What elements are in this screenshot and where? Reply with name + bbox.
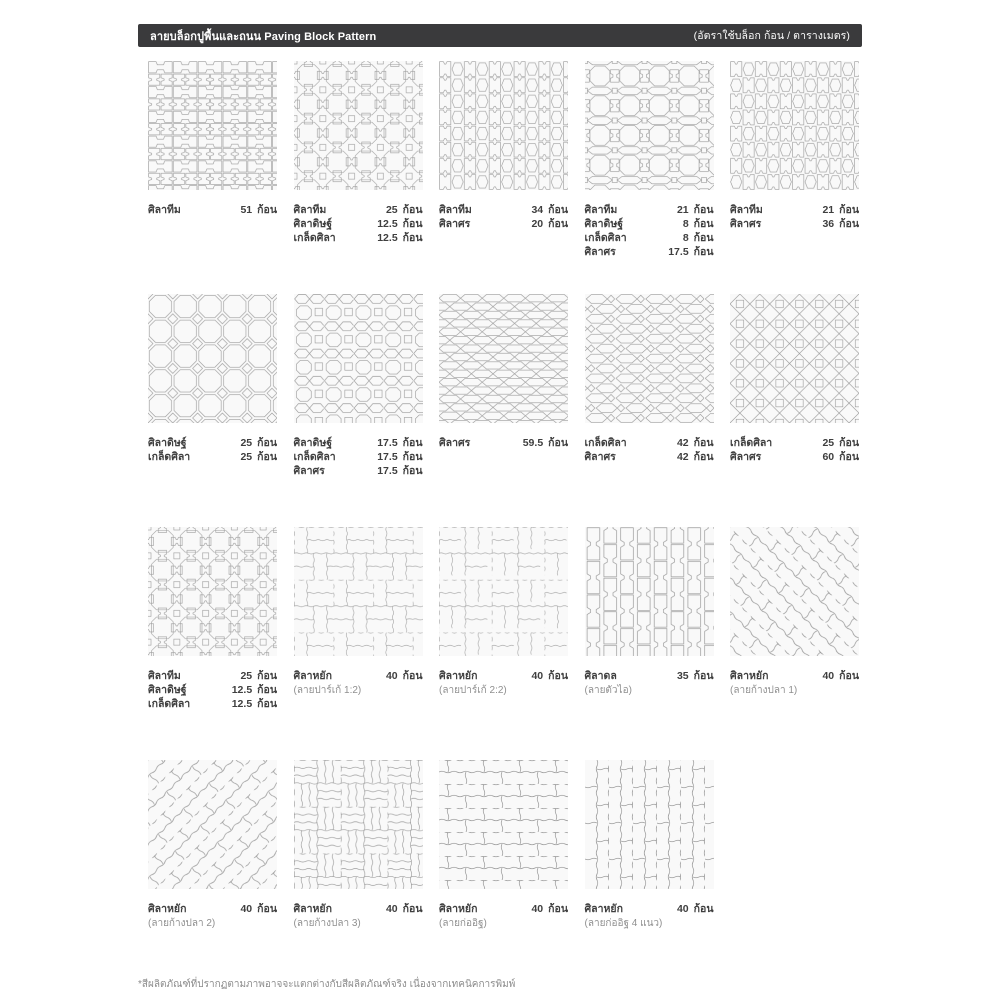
pattern-cell (585, 294, 714, 527)
block-quantity: 12.5 (377, 218, 398, 231)
pattern-swatch-herring-2 (148, 760, 277, 889)
label-row (439, 217, 568, 231)
quantity-unit: ก้อน (693, 451, 714, 464)
block-quantity: 17.5 (377, 465, 398, 478)
pattern-swatch-i-arrow-2 (730, 61, 859, 190)
quantity-unit: ก้อน (257, 903, 277, 915)
block-quantity: 40 (676, 903, 689, 915)
quantity-unit: ก้อน (693, 204, 714, 216)
block-name: ศิลาศร (730, 218, 762, 231)
pattern-swatch-octagon (148, 294, 277, 423)
pattern-grid (138, 61, 862, 993)
label-row (148, 436, 277, 450)
block-name: ศิลาศร (293, 465, 325, 478)
label-row (294, 450, 423, 464)
pattern-row (148, 760, 852, 993)
block-name: ศิลาหยัก (148, 903, 187, 915)
block-name: ศิลาดิษฐ์ (293, 437, 333, 449)
quantity-unit: ก้อน (402, 670, 423, 682)
quantity-unit: ก้อน (257, 670, 277, 682)
pattern-labels (585, 203, 714, 259)
block-name: ศิลาหยัก (439, 903, 478, 915)
block-quantity: 8 (682, 218, 689, 231)
block-name: ศิลาหยัก (293, 670, 332, 682)
block-quantity: 25 (240, 451, 253, 464)
quantity-unit: ก้อน (693, 232, 714, 245)
label-row (294, 902, 423, 916)
quantity-unit: ก้อน (839, 451, 859, 464)
pattern-labels (585, 902, 714, 930)
quantity-unit: ก้อน (548, 204, 568, 216)
block-name: ศิลาทีม (439, 204, 472, 216)
block-name: ศิลาดิษฐ์ (293, 218, 333, 231)
quantity-unit: ก้อน (257, 698, 277, 711)
label-row (730, 669, 859, 683)
pattern-note: (ลายก่ออิฐ 4 แนว) (584, 918, 663, 930)
block-name: ศิลาทีม (148, 670, 181, 682)
quantity-unit: ก้อน (548, 670, 568, 682)
label-row (585, 450, 714, 464)
pattern-swatch-sq-diamond (730, 294, 859, 423)
label-row (294, 436, 423, 450)
catalog-page (138, 24, 862, 993)
pattern-swatch-hex-diamond (585, 294, 714, 423)
pattern-note: (ลายก้างปลา 2) (148, 918, 216, 930)
label-row (294, 669, 423, 683)
pattern-labels (294, 669, 423, 697)
unit-note: (อัตราใช้บล็อก ก้อน / ตารางเมตร) (693, 30, 850, 42)
label-row (585, 669, 714, 683)
pattern-swatch-herring-1 (730, 527, 859, 656)
block-name: ศิลาดล (584, 670, 617, 682)
pattern-cell (585, 527, 714, 760)
block-name: เกล็ดศิลา (584, 437, 627, 449)
pattern-swatch-wavy-brick (439, 760, 568, 889)
pattern-swatch-basket-i (148, 61, 277, 190)
quantity-unit: ก้อน (839, 204, 859, 216)
block-quantity: 17.5 (377, 451, 398, 464)
block-quantity: 40 (385, 903, 398, 915)
quantity-unit: ก้อน (402, 465, 423, 478)
pattern-labels (730, 669, 859, 697)
label-row (585, 436, 714, 450)
label-row (148, 697, 277, 711)
block-quantity: 34 (531, 204, 544, 216)
pattern-note: (ลายก่ออิฐ) (439, 918, 487, 930)
quantity-unit: ก้อน (402, 903, 423, 915)
label-row (585, 217, 714, 231)
label-row (294, 464, 423, 478)
block-name: ศิลาศร (730, 451, 762, 464)
quantity-unit: ก้อน (693, 246, 714, 259)
block-name: เกล็ดศิลา (730, 437, 773, 449)
block-name: ศิลาทีม (730, 204, 763, 216)
pattern-cell (439, 527, 568, 760)
block-name: ศิลาทีม (293, 204, 327, 216)
block-quantity: 17.5 (668, 246, 689, 259)
pattern-labels (148, 203, 277, 217)
footnote: *สีผลิตภัณฑ์ที่ปรากฏตามภาพอาจจะแตกต่างกับสีผลิตภัณฑ์จริง เนื่องจากเทคนิคการพิมพ์ (138, 979, 516, 990)
block-quantity: 42 (676, 451, 689, 464)
pattern-cell (148, 527, 277, 760)
pattern-labels (294, 203, 423, 245)
quantity-unit: ก้อน (693, 903, 714, 915)
block-quantity: 25 (240, 437, 253, 449)
pattern-swatch-wavy-parquet22 (439, 527, 568, 656)
quantity-unit: ก้อน (693, 218, 714, 231)
pattern-labels (148, 436, 277, 464)
pattern-cell (148, 760, 277, 993)
block-quantity: 20 (531, 218, 544, 231)
block-name: เกล็ดศิลา (148, 698, 191, 711)
label-row (730, 436, 859, 450)
pattern-labels (148, 669, 277, 711)
quantity-unit: ก้อน (402, 232, 423, 245)
pattern-cell (439, 294, 568, 527)
pattern-row (148, 61, 859, 294)
pattern-note: (ลายปาร์เก้ 1:2) (293, 685, 362, 697)
label-row (439, 203, 568, 217)
pattern-labels (294, 902, 423, 930)
block-name: เกล็ดศิลา (148, 451, 191, 464)
block-name: ศิลาหยัก (439, 670, 478, 682)
pattern-swatch-basket-3 (294, 760, 423, 889)
pattern-swatch-wavy-brick-4 (585, 760, 714, 889)
quantity-unit: ก้อน (693, 670, 714, 682)
block-name: ศิลาดิษฐ์ (584, 218, 624, 231)
block-quantity: 21 (822, 204, 835, 216)
pattern-cell (294, 527, 423, 760)
quantity-unit: ก้อน (402, 437, 423, 449)
pattern-swatch-mix (585, 61, 714, 190)
block-name: ศิลาศร (584, 451, 616, 464)
pattern-labels (730, 436, 859, 464)
block-quantity: 40 (531, 903, 544, 915)
block-name: ศิลาหยัก (730, 670, 769, 682)
block-name: เกล็ดศิลา (293, 232, 336, 245)
label-row (730, 450, 859, 464)
pattern-swatch-oct-sq-i (294, 61, 423, 190)
block-name: เกล็ดศิลา (293, 451, 336, 464)
pattern-labels (439, 902, 568, 930)
block-quantity: 25 (385, 204, 398, 216)
block-quantity: 25 (240, 670, 253, 682)
label-row (148, 902, 277, 916)
pattern-labels (585, 436, 714, 464)
label-row (439, 669, 568, 683)
pattern-cell (439, 760, 568, 993)
label-row (148, 450, 277, 464)
block-quantity: 35 (676, 670, 689, 682)
pattern-cell (294, 760, 423, 993)
pattern-swatch-i-arrow (439, 61, 568, 190)
label-row (294, 231, 423, 245)
quantity-unit: ก้อน (839, 670, 859, 682)
pattern-cell (585, 61, 714, 294)
pattern-labels (730, 203, 859, 231)
block-quantity: 12.5 (377, 232, 398, 245)
pattern-swatch-flat-hex (439, 294, 568, 423)
pattern-cell (730, 61, 859, 294)
pattern-note: (ลายปาร์เก้ 2:2) (439, 685, 507, 697)
pattern-cell (730, 527, 859, 760)
block-quantity: 40 (385, 670, 398, 682)
label-row (148, 669, 277, 683)
pattern-swatch-wavy-parquet12 (294, 527, 423, 656)
pattern-labels (439, 203, 568, 231)
pattern-note: (ลายก้างปลา 1) (730, 685, 798, 697)
block-quantity: 60 (822, 451, 835, 464)
label-row (148, 683, 277, 697)
pattern-labels (439, 669, 568, 697)
block-name: ศิลาดิษฐ์ (148, 684, 187, 697)
block-name: ศิลาศร (439, 437, 471, 449)
block-quantity: 21 (676, 204, 689, 216)
pattern-cell (730, 294, 859, 527)
pattern-labels (148, 902, 277, 930)
block-name: ศิลาดิษฐ์ (148, 437, 187, 449)
label-row (585, 203, 714, 217)
block-quantity: 51 (240, 204, 253, 216)
pattern-labels (585, 669, 714, 697)
block-name: ศิลาหยัก (293, 903, 332, 915)
block-quantity: 12.5 (231, 698, 253, 711)
quantity-unit: ก้อน (402, 204, 423, 216)
block-name: ศิลาศร (439, 218, 471, 231)
pattern-swatch-i-stack (585, 527, 714, 656)
quantity-unit: ก้อน (257, 204, 277, 216)
pattern-row (148, 527, 859, 760)
label-row (148, 203, 277, 217)
block-quantity: 40 (531, 670, 544, 682)
label-row (294, 217, 423, 231)
quantity-unit: ก้อน (257, 684, 277, 697)
label-row (439, 902, 568, 916)
pattern-labels (294, 436, 423, 478)
label-row (585, 902, 714, 916)
quantity-unit: ก้อน (402, 451, 423, 464)
block-name: ศิลาทีม (148, 204, 181, 216)
block-quantity: 59.5 (522, 437, 544, 449)
header-bar (138, 24, 862, 47)
quantity-unit: ก้อน (548, 903, 568, 915)
block-quantity: 40 (822, 670, 835, 682)
pattern-cell (148, 61, 277, 294)
quantity-unit: ก้อน (402, 218, 423, 231)
pattern-swatch-oct-sq-i (148, 527, 277, 656)
block-quantity: 25 (822, 437, 835, 449)
pattern-note: (ลายตัวไอ) (584, 685, 632, 697)
block-quantity: 12.5 (231, 684, 253, 697)
label-row (585, 245, 714, 259)
pattern-row (148, 294, 859, 527)
pattern-cell (148, 294, 277, 527)
block-quantity: 42 (676, 437, 689, 449)
label-row (730, 217, 859, 231)
pattern-note: (ลายก้างปลา 3) (293, 918, 361, 930)
label-row (294, 203, 423, 217)
quantity-unit: ก้อน (839, 437, 859, 449)
quantity-unit: ก้อน (693, 437, 714, 449)
block-quantity: 36 (822, 218, 835, 231)
pattern-cell (439, 61, 568, 294)
block-name: ศิลาทีม (584, 204, 618, 216)
block-name: เกล็ดศิลา (584, 232, 627, 245)
page-title: ลายบล็อกปูพื้นและถนน Paving Block Pattern (150, 30, 377, 43)
block-name: ศิลาศร (584, 246, 616, 259)
label-row (730, 203, 859, 217)
pattern-cell (294, 61, 423, 294)
block-quantity: 8 (682, 232, 689, 245)
label-row (439, 436, 568, 450)
quantity-unit: ก้อน (839, 218, 859, 231)
label-row (585, 231, 714, 245)
pattern-swatch-hex-oct-sq (294, 294, 423, 423)
pattern-labels (439, 436, 568, 450)
block-quantity: 40 (240, 903, 253, 915)
block-quantity: 17.5 (377, 437, 398, 449)
quantity-unit: ก้อน (257, 451, 277, 464)
quantity-unit: ก้อน (548, 437, 568, 449)
pattern-cell (294, 294, 423, 527)
pattern-cell (585, 760, 714, 993)
block-name: ศิลาหยัก (584, 903, 623, 915)
quantity-unit: ก้อน (548, 218, 568, 231)
quantity-unit: ก้อน (257, 437, 277, 449)
